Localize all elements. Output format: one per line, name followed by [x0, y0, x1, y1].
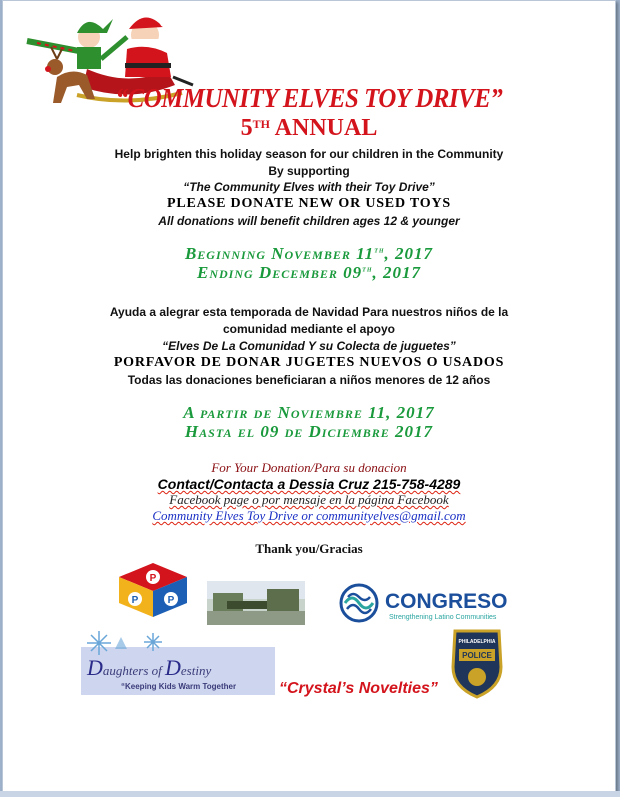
- annual-suffix: TH: [252, 117, 270, 131]
- contact-intro: For Your Donation/Para su donacion: [211, 460, 407, 475]
- end-date-text: Ending December 09: [197, 263, 363, 282]
- english-benefit-line: All donations will benefit children ages 12 & younger: [158, 214, 460, 228]
- begin-date-year: , 2017: [384, 244, 434, 263]
- daughters-name-end: estiny: [180, 663, 212, 678]
- spanish-line-1: Ayuda a alegrar esta temporada de Navidad Para nuestros niños de la: [109, 305, 509, 319]
- flyer-title: “COMMUNITY ELVES TOY DRIVE”: [115, 83, 503, 113]
- ppp-cube-logo: [117, 561, 189, 619]
- building-photo: [207, 581, 305, 625]
- end-date: [3, 263, 615, 283]
- english-donate-line: PLEASE DONATE NEW OR USED TOYS: [167, 196, 451, 211]
- end-date-year: , 2017: [372, 263, 421, 282]
- spanish-donate-line: PORFAVOR DE DONAR JUGETES NUEVOS O USADOS: [113, 355, 505, 370]
- police-city-text: PHILADELPHIA: [458, 639, 496, 645]
- spanish-begin-date: A partir de Noviembre 11, 2017: [183, 403, 435, 422]
- facebook-line: Facebook page o por mensaje en la página Facebook: [169, 492, 449, 507]
- window-bottom-strip: [0, 791, 620, 797]
- annual-heading: [3, 115, 615, 142]
- document-page: [2, 0, 616, 792]
- spanish-end-date: Hasta el 09 de Diciembre 2017: [184, 422, 434, 441]
- daughters-tagline: “Keeping Kids Warm Together: [121, 682, 237, 691]
- ppp-letter-top: P: [149, 573, 157, 584]
- daughters-of-destiny-logo: [81, 629, 275, 695]
- spanish-benefit-line: Todas las donaciones beneficiaran a niños menores de 12 años: [127, 373, 491, 387]
- contact-line: Contact/Contacta a Dessia Cruz 215-758-4289: [157, 476, 461, 492]
- police-word-text: POLICE: [462, 651, 492, 660]
- ppp-letter-left: P: [131, 595, 139, 606]
- ppp-letter-right: P: [167, 595, 175, 606]
- annual-number: 5: [240, 115, 253, 141]
- english-line-2: By supporting: [268, 164, 350, 178]
- thank-you-line: Thank you/Gracias: [255, 541, 363, 556]
- spanish-line-3: “Elves De La Comunidad Y su Colecta de juguetes”: [162, 339, 456, 353]
- begin-date-suffix: th: [374, 244, 385, 255]
- congreso-name: CONGRESO: [385, 590, 508, 613]
- crystals-novelties: “Crystal’s Novelties”: [279, 680, 438, 697]
- contact-link[interactable]: Community Elves Toy Drive or communityelves@gmail.com: [152, 508, 466, 523]
- english-line-3: “The Community Elves with their Toy Drive”: [183, 180, 435, 194]
- begin-date-text: Beginning November 11: [184, 244, 375, 263]
- english-line-1: Help brighten this holiday season for our children in the Community: [114, 147, 504, 161]
- congreso-logo: [339, 583, 529, 625]
- daughters-initial-d: D: [87, 655, 103, 680]
- police-badge: [449, 627, 505, 699]
- congreso-tagline: Strengthening Latino Communities: [389, 614, 497, 621]
- spanish-line-2: comunidad mediante el apoyo: [222, 322, 396, 336]
- destiny-initial-d: D: [165, 655, 181, 680]
- annual-word: ANNUAL: [274, 115, 378, 141]
- begin-date: [3, 244, 615, 264]
- end-date-suffix: th: [362, 263, 373, 274]
- daughters-name-middle: aughters of: [102, 663, 166, 678]
